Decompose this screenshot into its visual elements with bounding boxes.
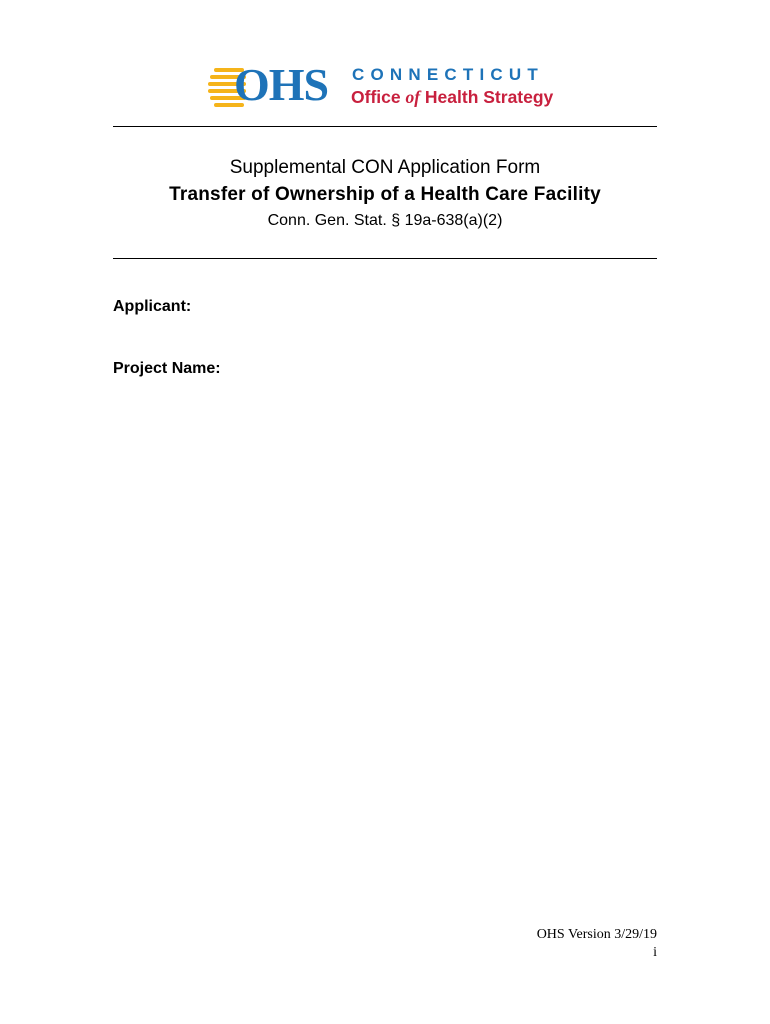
statute-reference: Conn. Gen. Stat. § 19a-638(a)(2) xyxy=(267,212,503,229)
logo-office-name xyxy=(351,86,553,108)
logo-abbreviation: OHS xyxy=(234,59,329,110)
logo-office-suffix: Health Strategy xyxy=(420,87,554,107)
bottom-divider xyxy=(113,258,657,259)
applicant-label: Applicant: xyxy=(113,298,192,315)
project-name-label: Project Name: xyxy=(113,360,221,377)
form-name: Supplemental CON Application Form xyxy=(229,157,541,178)
top-divider xyxy=(113,126,657,127)
ohs-logo xyxy=(208,59,564,112)
logo-state-name: CONNECTICUT xyxy=(352,65,544,84)
form-title: Transfer of Ownership of a Health Care Facility xyxy=(169,184,601,205)
logo-office-prefix: Office xyxy=(351,87,406,107)
version-label: OHS Version 3/29/19 xyxy=(536,927,657,942)
logo-office-of: of xyxy=(405,87,421,107)
page-number: i xyxy=(653,945,657,960)
